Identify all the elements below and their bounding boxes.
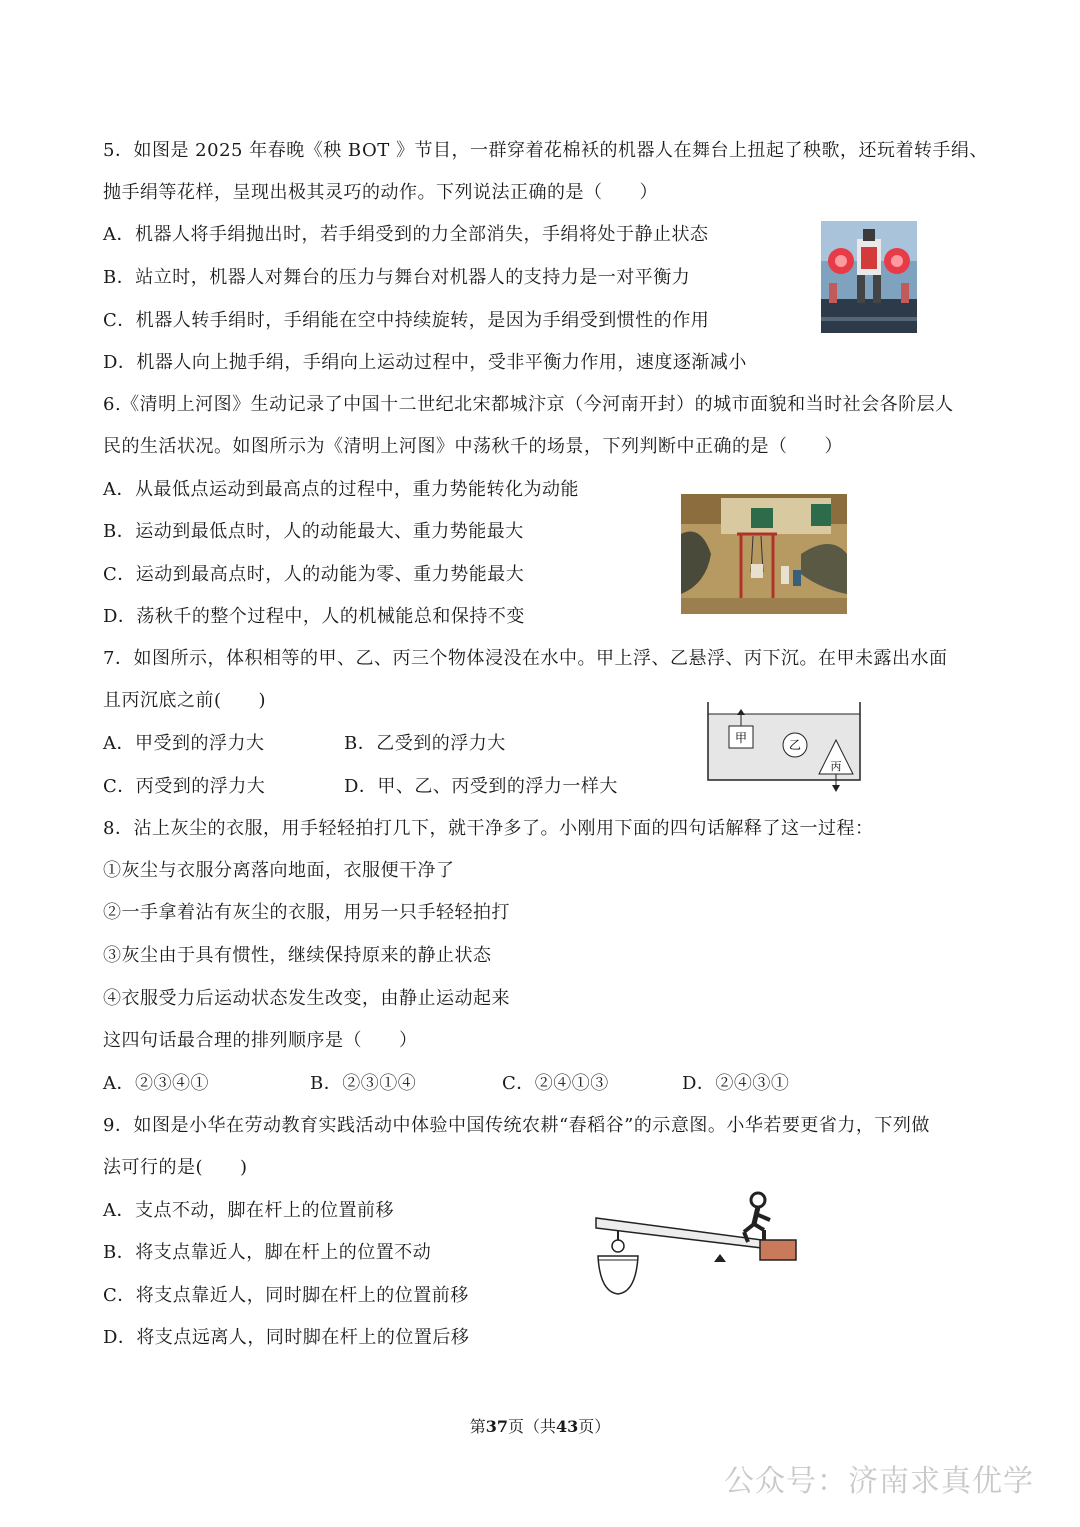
q9-lever-diagram: [592, 1188, 802, 1300]
q9-stem-line1: 9．如图是小华在劳动教育实践活动中体验中国传统农耕“舂稻谷”的示意图。小华若要更省力，下列做: [103, 1115, 930, 1136]
q8-statement-4: ④衣服受力后运动状态发生改变，由静止运动起来: [103, 988, 510, 1009]
q5-option-c: C．机器人转手绢时，手绢能在空中持续旋转，是因为手绢受到惯性的作用: [103, 310, 710, 331]
watermark: 公众号：济南求真优学: [724, 1464, 1034, 1499]
q8-option-b: B．②③①④: [310, 1073, 417, 1094]
q7-option-c: C．丙受到的浮力大: [103, 776, 266, 797]
q7-label-jia: 甲: [734, 731, 748, 745]
q9-option-a: A．支点不动，脚在杆上的位置前移: [103, 1200, 394, 1221]
q5-stem-line1: 5．如图是 2025 年春晚《秧 BOT 》节目，一群穿着花棉袄的机器人在舞台上扭起了秧歌，还玩着转手绢、: [103, 140, 988, 161]
q9-option-d: D．将支点远离人，同时脚在杆上的位置后移: [103, 1327, 470, 1348]
q5-option-d: D．机器人向上抛手绢，手绢向上运动过程中，受非平衡力作用，速度逐渐减小: [103, 352, 747, 373]
q8-option-a: A．②③④①: [103, 1073, 209, 1094]
q8-option-d: D．②④③①: [682, 1073, 790, 1094]
footer-page-total: 43: [556, 1417, 579, 1436]
q5-stem-line2: 抛手绢等花样，呈现出极其灵巧的动作。下列说法正确的是（ ）: [103, 182, 658, 203]
footer-prefix: 第: [469, 1417, 486, 1436]
q7-buoyancy-diagram: [707, 698, 865, 794]
q8-stem-last: 这四句话最合理的排列顺序是（ ）: [103, 1030, 418, 1051]
q6-stem-line1: 6.《清明上河图》生动记录了中国十二世纪北宋都城汴京（今河南开封）的城市面貌和当时社会各阶层人: [103, 394, 954, 415]
q6-option-b: B．运动到最低点时，人的动能最大、重力势能最大: [103, 521, 524, 542]
q7-option-b: B．乙受到的浮力大: [344, 733, 506, 754]
footer-page-number: 37: [485, 1417, 508, 1436]
q6-stem-line2: 民的生活状况。如图所示为《清明上河图》中荡秋千的场景，下列判断中正确的是（ ）: [103, 436, 843, 457]
q5-option-a: A．机器人将手绢抛出时，若手绢受到的力全部消失，手绢将处于静止状态: [103, 224, 709, 245]
footer-suffix: 页）: [578, 1417, 611, 1436]
footer-middle: 页（共: [507, 1417, 556, 1436]
q8-stem-line1: 8．沾上灰尘的衣服，用手轻轻拍打几下，就干净多了。小刚用下面的四句话解释了这一过程：: [103, 818, 874, 839]
q7-label-bing: 丙: [830, 760, 842, 773]
q5-robot-photo: [821, 221, 917, 333]
q9-option-b: B．将支点靠近人，脚在杆上的位置不动: [103, 1242, 432, 1263]
q7-option-a: A．甲受到的浮力大: [103, 733, 265, 754]
q7-option-d: D．甲、乙、丙受到的浮力一样大: [344, 776, 618, 797]
q6-option-a: A．从最低点运动到最高点的过程中，重力势能转化为动能: [103, 479, 579, 500]
q6-option-d: D．荡秋千的整个过程中，人的机械能总和保持不变: [103, 606, 525, 627]
q8-statement-1: ①灰尘与衣服分离落向地面，衣服便干净了: [103, 860, 455, 881]
q9-option-c: C．将支点靠近人，同时脚在杆上的位置前移: [103, 1285, 469, 1306]
q6-option-c: C．运动到最高点时，人的动能为零、重力势能最大: [103, 564, 525, 585]
q6-swing-painting: [681, 494, 847, 614]
q7-stem-line2: 且丙沉底之前( ): [103, 690, 267, 711]
q8-statement-3: ③灰尘由于具有惯性，继续保持原来的静止状态: [103, 945, 492, 966]
q5-option-b: B．站立时，机器人对舞台的压力与舞台对机器人的支持力是一对平衡力: [103, 267, 691, 288]
q7-label-yi: 乙: [788, 738, 802, 752]
page-footer: [0, 1414, 1080, 1437]
q8-option-c: C．②④①③: [502, 1073, 609, 1094]
q7-stem-line1: 7．如图所示，体积相等的甲、乙、丙三个物体浸没在水中。甲上浮、乙悬浮、丙下沉。在甲未露出水面: [103, 648, 948, 669]
q9-stem-line2: 法可行的是( ): [103, 1157, 248, 1178]
q8-statement-2: ②一手拿着沾有灰尘的衣服，用另一只手轻轻拍打: [103, 902, 510, 923]
